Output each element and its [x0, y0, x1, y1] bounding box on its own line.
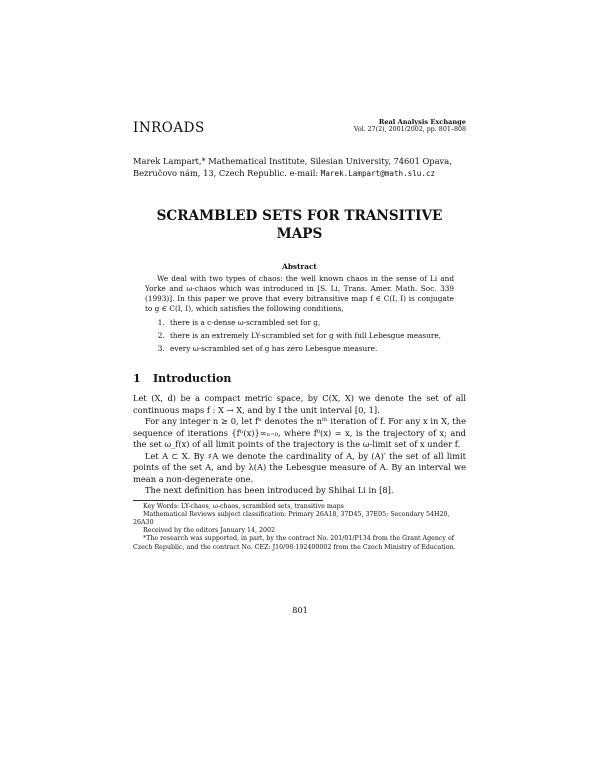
footnote: Mathematical Reviews subject classification: Primary 26A18, 37D45, 37E05; Secondary 54H20, 26A30	[133, 510, 450, 526]
abstract	[133, 262, 466, 354]
author-line-2	[133, 168, 466, 180]
journal-info	[354, 118, 466, 134]
series-label: INROADS	[133, 120, 205, 136]
page-number: 801	[292, 605, 308, 615]
section-title: Introduction	[153, 372, 232, 385]
footnote: Key Words: LY-chaos, ω-chaos, scrambled sets, transitive maps	[143, 502, 344, 510]
author-block	[133, 156, 466, 179]
condition-item: 2. there is an extremely LY-scrambled set for g with full Lebesgue measure,	[167, 331, 454, 341]
paper-title	[133, 208, 466, 243]
condition-item: 1. there is a c-dense ω-scrambled set for g,	[167, 318, 454, 328]
paragraph: Let (X, d) be a compact metric space, by C(X, X) we denote the set of all continuous maps f : X → X, and by I the unit interval [0, 1].	[133, 393, 466, 415]
author-address: Bezručovo nám, 13, Czech Republic. e-mail:	[133, 167, 321, 178]
abstract-text: We deal with two types of chaos: the well known chaos in the sense of Li and Yorke and ω-chaos which was introduced in [S. Li, Trans. Amer. Math. Soc. 339 (1993)]. In this paper we prove that every bitransitive map f ∈ C(I, I) is conjugate to g ∈ C(I, I), which satisfies the following conditions,	[145, 274, 454, 313]
footnotes	[133, 503, 466, 552]
paper-page	[133, 118, 466, 552]
section-heading	[133, 372, 466, 385]
abstract-heading: Abstract	[282, 262, 317, 271]
section-number: 1	[133, 372, 141, 385]
author-email[interactable]: Marek.Lampart@math.slu.cz	[320, 168, 436, 178]
footnote: *The research was supported, in part, by the contract No. 201/01/P134 from the Grant Agency of Czech Republic, and the contract No. CEZ: J10/98:192400002 from the Czech Ministry of Education.	[133, 535, 456, 551]
journal-volume: Vol. 27(2), 2001/2002, pp. 801–808	[353, 126, 466, 133]
footnote: Received by the editors January 14, 2002	[143, 527, 276, 535]
running-header	[133, 118, 466, 138]
title-line-1: SCRAMBLED SETS FOR TRANSITIVE	[156, 208, 443, 224]
section-body	[133, 393, 466, 497]
paragraph: Let A ⊂ X. By ♯A we denote the cardinality of A, by (A)′ the set of all limit points of the set A, and by λ(A) the Lebesgue measure of A. By an interval we mean a non-degenerate one.	[133, 450, 466, 484]
paragraph: For any integer n ≥ 0, let fⁿ denotes the nᵗʰ iteration of f. For any x in X, the sequence of iterations {fⁿ(x)}∞ₙ₌₀, where f⁰(x) = x, is the trajectory of x; and the set ω_f(x) of all limit points of the trajectory is the ω-limit set of x under f.	[133, 416, 466, 449]
journal-name: Real Analysis Exchange	[378, 118, 466, 126]
author-line-1: Marek Lampart,* Mathematical Institute, Silesian University, 74601 Opava,	[133, 156, 452, 166]
paragraph: The next definition has been introduced by Shihai Li in [8].	[145, 485, 394, 495]
title-line-2: MAPS	[276, 225, 323, 242]
abstract-conditions-list	[145, 318, 454, 354]
footnote-rule	[133, 500, 323, 501]
condition-item: 3. every ω-scrambled set of g has zero Lebesgue measure.	[167, 344, 454, 354]
